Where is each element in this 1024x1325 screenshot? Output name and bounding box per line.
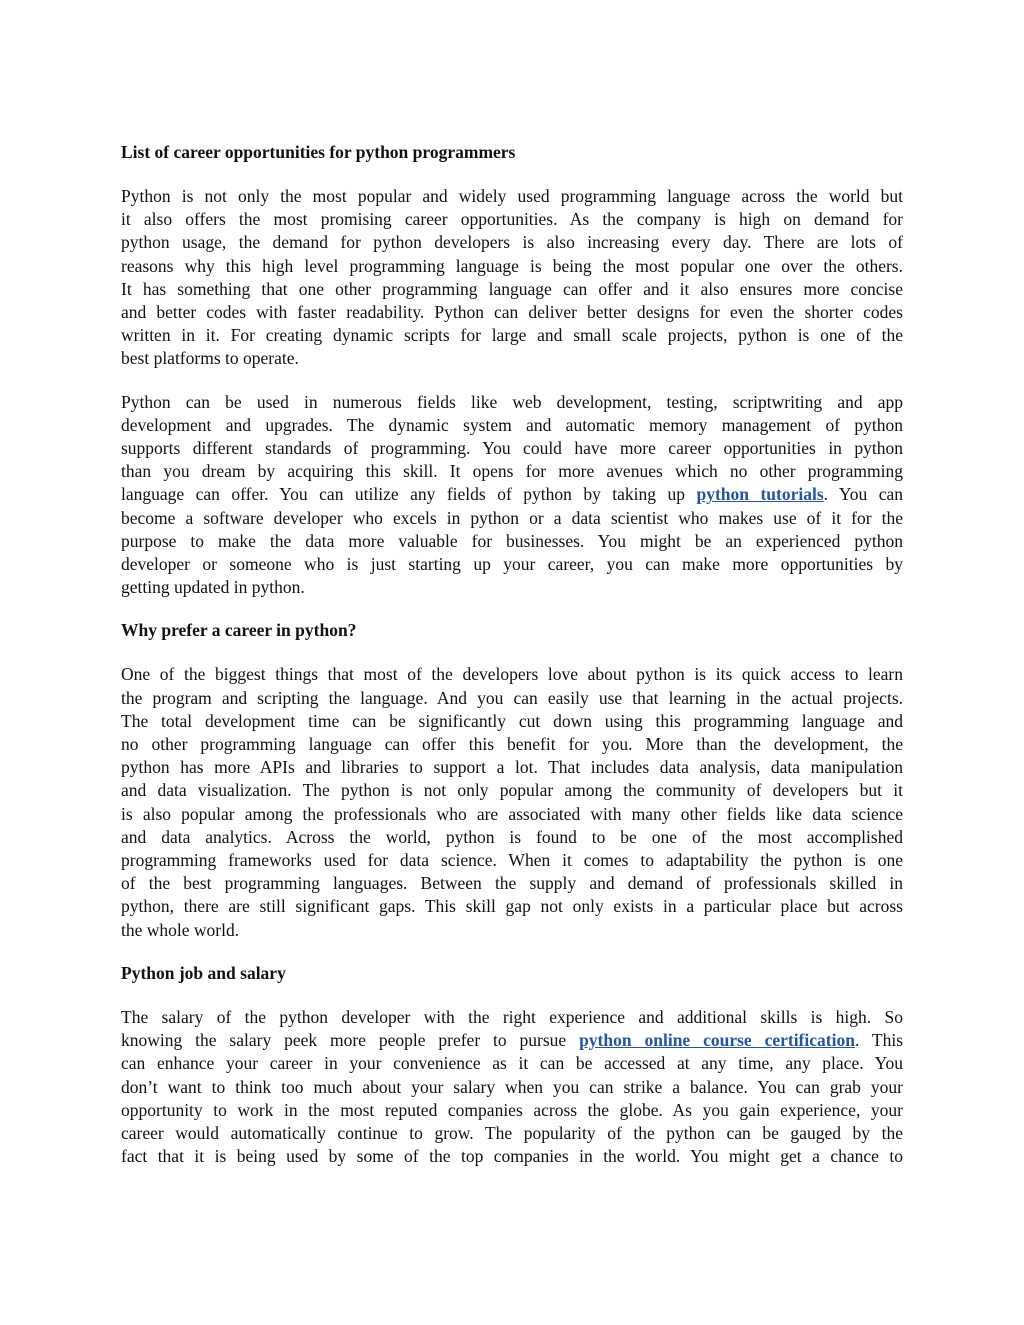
text-line: is also popular among the professionals who are associated with many other fields like data science — [121, 803, 903, 824]
text-line: supports different standards of programming. You could have more career opportunities in python — [121, 438, 903, 459]
text-line: developer or someone who is just starting up your career, you can make more opportunities by — [121, 554, 903, 575]
text-segment: knowing the salary peek more people prefer to pursue — [121, 1030, 580, 1051]
text-line: One of the biggest things that most of the developers love about python is its quick access to learn — [121, 664, 903, 685]
heading-why-python: Why prefer a career in python? — [121, 620, 357, 641]
text-line: Python can be used in numerous fields like web development, testing, scriptwriting and app — [121, 391, 903, 412]
text-line: written in it. For creating dynamic scripts for large and small scale projects, python is one of the — [121, 325, 903, 346]
heading-job-salary: Python job and salary — [121, 962, 286, 983]
paragraph-intro — [121, 185, 903, 371]
text-line: development and upgrades. The dynamic system and automatic memory management of python — [121, 414, 903, 435]
text-line: and better codes with faster readability. Python can deliver better designs for even the shorter codes — [121, 302, 903, 323]
text-line: no other programming language can offer this benefit for you. More than the development, the — [121, 734, 903, 755]
paragraph-fields — [121, 391, 903, 600]
text-segment: . You can — [823, 484, 903, 505]
text-line: and data visualization. The python is not only popular among the community of developers but it — [121, 780, 903, 801]
python-online-course-certification-link[interactable]: python online course certification — [579, 1030, 855, 1051]
text-line: of the best programming languages. Between the supply and demand of professionals skilled in — [121, 873, 903, 894]
text-line: become a software developer who excels in python or a data scientist who makes use of it for the — [121, 507, 903, 528]
text-line: opportunity to work in the most reputed companies across the globe. As you gain experience, your — [121, 1099, 903, 1120]
text-line: best platforms to operate. — [121, 348, 299, 369]
text-line: don’t want to think too much about your salary when you can strike a balance. You can grab your — [121, 1076, 903, 1097]
paragraph-salary — [121, 1006, 903, 1168]
text-line: can enhance your career in your convenience as it can be accessed at any time, any place. You — [121, 1053, 903, 1074]
text-segment: language can offer. You can utilize any fields of python by taking up — [121, 484, 697, 505]
text-line: programming frameworks used for data science. When it comes to adaptability the python is one — [121, 850, 903, 871]
text-line: python has more APIs and libraries to support a lot. That includes data analysis, data manipulation — [121, 757, 903, 778]
text-line: and data analytics. Across the world, python is found to be one of the most accomplished — [121, 826, 903, 847]
text-line: fact that it is being used by some of the top companies in the world. You might get a chance to — [121, 1146, 903, 1167]
text-line: It has something that one other programming language can offer and it also ensures more concise — [121, 278, 903, 299]
heading-career-opportunities: List of career opportunities for python programmers — [121, 142, 516, 162]
python-tutorials-link[interactable]: python tutorials — [696, 484, 824, 505]
text-line: Python is not only the most popular and widely used programming language across the world but — [121, 186, 903, 206]
text-line: purpose to make the data more valuable for businesses. You might be an experienced python — [121, 530, 903, 551]
text-line: than you dream by acquiring this skill. It opens for more avenues which no other programming — [121, 461, 903, 482]
text-line: getting updated in python. — [121, 577, 305, 598]
text-line: it also offers the most promising career opportunities. As the company is high on demand for — [121, 209, 903, 230]
text-line: The total development time can be significantly cut down using this programming language and — [121, 710, 903, 731]
text-line-with-link — [121, 1029, 903, 1052]
text-line: reasons why this high level programming language is being the most popular one over the others. — [121, 255, 903, 276]
text-line-with-link — [121, 483, 903, 506]
text-line: career would automatically continue to grow. The popularity of the python can be gauged by the — [121, 1122, 903, 1143]
text-line: the whole world. — [121, 919, 240, 940]
text-line: The salary of the python developer with the right experience and additional skills is high. So — [121, 1006, 903, 1027]
document-page — [121, 141, 903, 1168]
text-segment: . This — [854, 1030, 904, 1051]
text-line: python, there are still significant gaps. This skill gap not only exists in a particular place but across — [121, 896, 903, 917]
paragraph-why-python — [121, 663, 903, 941]
text-line: the program and scripting the language. And you can easily use that learning in the actual projects. — [121, 687, 903, 708]
text-line: python usage, the demand for python developers is also increasing every day. There are lots of — [121, 232, 903, 253]
